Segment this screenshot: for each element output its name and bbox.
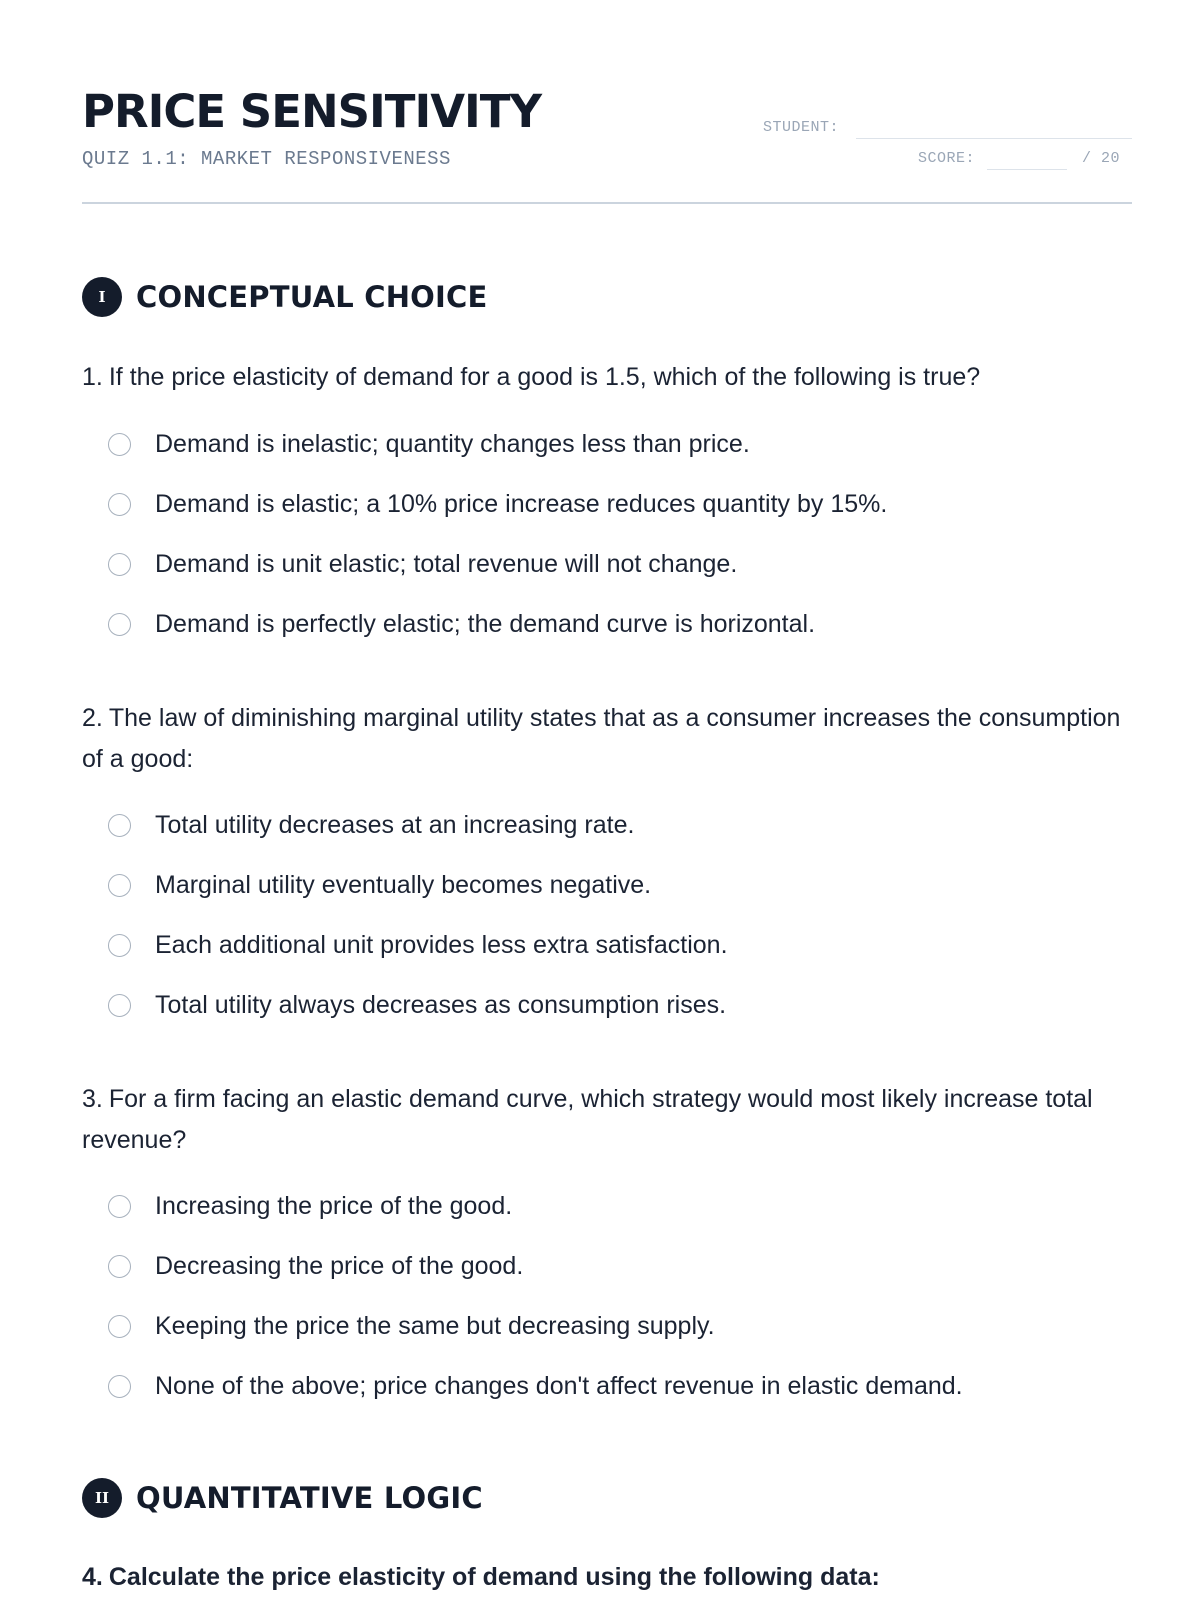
radio-button[interactable] [108, 1375, 131, 1398]
student-label: STUDENT: [763, 119, 840, 136]
section-title: QUANTITATIVE LOGIC [136, 1481, 483, 1515]
section-title: CONCEPTUAL CHOICE [136, 280, 488, 314]
option-label: Keeping the price the same but decreasing supply. [155, 1311, 715, 1340]
question-2-option-1[interactable] [108, 808, 634, 842]
option-label: Demand is elastic; a 10% price increase reduces quantity by 15%. [155, 489, 888, 518]
quiz-header [82, 86, 1132, 206]
question-text: If the price elasticity of demand for a good is 1.5, which of the following is true? [108, 363, 981, 391]
option-label: Marginal utility eventually becomes negative. [155, 870, 652, 899]
radio-button[interactable] [108, 1195, 131, 1218]
question-3 [82, 1079, 1132, 1161]
question-2 [82, 698, 1132, 780]
radio-button[interactable] [108, 493, 131, 516]
option-label: Increasing the price of the good. [155, 1191, 513, 1220]
score-field[interactable] [987, 169, 1067, 170]
radio-button[interactable] [108, 814, 131, 837]
radio-button[interactable] [108, 994, 131, 1017]
question-1 [82, 357, 1132, 398]
page-title: PRICE SENSITIVITY [82, 85, 542, 138]
option-label: Each additional unit provides less extra satisfaction. [155, 930, 728, 959]
score-total: / 20 [1082, 150, 1121, 167]
question-number: 1. [82, 363, 103, 391]
question-3-option-2[interactable] [108, 1249, 523, 1283]
question-1-option-2[interactable] [108, 487, 887, 521]
question-text: Calculate the price elasticity of demand using the following data: [108, 1563, 880, 1591]
section-heading-quantitative [82, 1478, 483, 1518]
quiz-subtitle: QUIZ 1.1: MARKET RESPONSIVENESS [82, 148, 451, 170]
question-text: For a firm facing an elastic demand curve, which strategy would most likely increase total revenue? [82, 1085, 1093, 1154]
question-number: 2. [82, 704, 103, 732]
section-number-badge: II [82, 1478, 122, 1518]
option-label: Decreasing the price of the good. [155, 1251, 524, 1280]
section-heading-conceptual [82, 277, 488, 317]
option-label: Total utility always decreases as consumption rises. [155, 990, 727, 1019]
radio-button[interactable] [108, 874, 131, 897]
question-1-option-1[interactable] [108, 427, 750, 461]
radio-button[interactable] [108, 1315, 131, 1338]
section-number-badge: I [82, 277, 122, 317]
question-number: 4. [82, 1563, 103, 1591]
question-3-option-4[interactable] [108, 1369, 963, 1403]
question-3-option-3[interactable] [108, 1309, 715, 1343]
question-text: The law of diminishing marginal utility states that as a consumer increases the consumption of a good: [82, 704, 1121, 773]
question-3-option-1[interactable] [108, 1189, 512, 1223]
student-name-field[interactable] [856, 138, 1132, 139]
option-label: None of the above; price changes don't affect revenue in elastic demand. [155, 1371, 963, 1400]
header-divider [82, 202, 1132, 204]
radio-button[interactable] [108, 934, 131, 957]
question-number: 3. [82, 1085, 103, 1113]
option-label: Demand is inelastic; quantity changes less than price. [155, 429, 750, 458]
score-label: SCORE: [918, 150, 976, 167]
question-1-option-4[interactable] [108, 607, 815, 641]
radio-button[interactable] [108, 553, 131, 576]
question-2-option-3[interactable] [108, 928, 728, 962]
option-label: Demand is perfectly elastic; the demand curve is horizontal. [155, 609, 816, 638]
radio-button[interactable] [108, 1255, 131, 1278]
radio-button[interactable] [108, 433, 131, 456]
option-label: Demand is unit elastic; total revenue will not change. [155, 549, 738, 578]
radio-button[interactable] [108, 613, 131, 636]
question-1-option-3[interactable] [108, 547, 737, 581]
question-2-option-2[interactable] [108, 868, 651, 902]
question-2-option-4[interactable] [108, 988, 726, 1022]
question-4 [82, 1557, 1132, 1598]
option-label: Total utility decreases at an increasing rate. [155, 810, 635, 839]
